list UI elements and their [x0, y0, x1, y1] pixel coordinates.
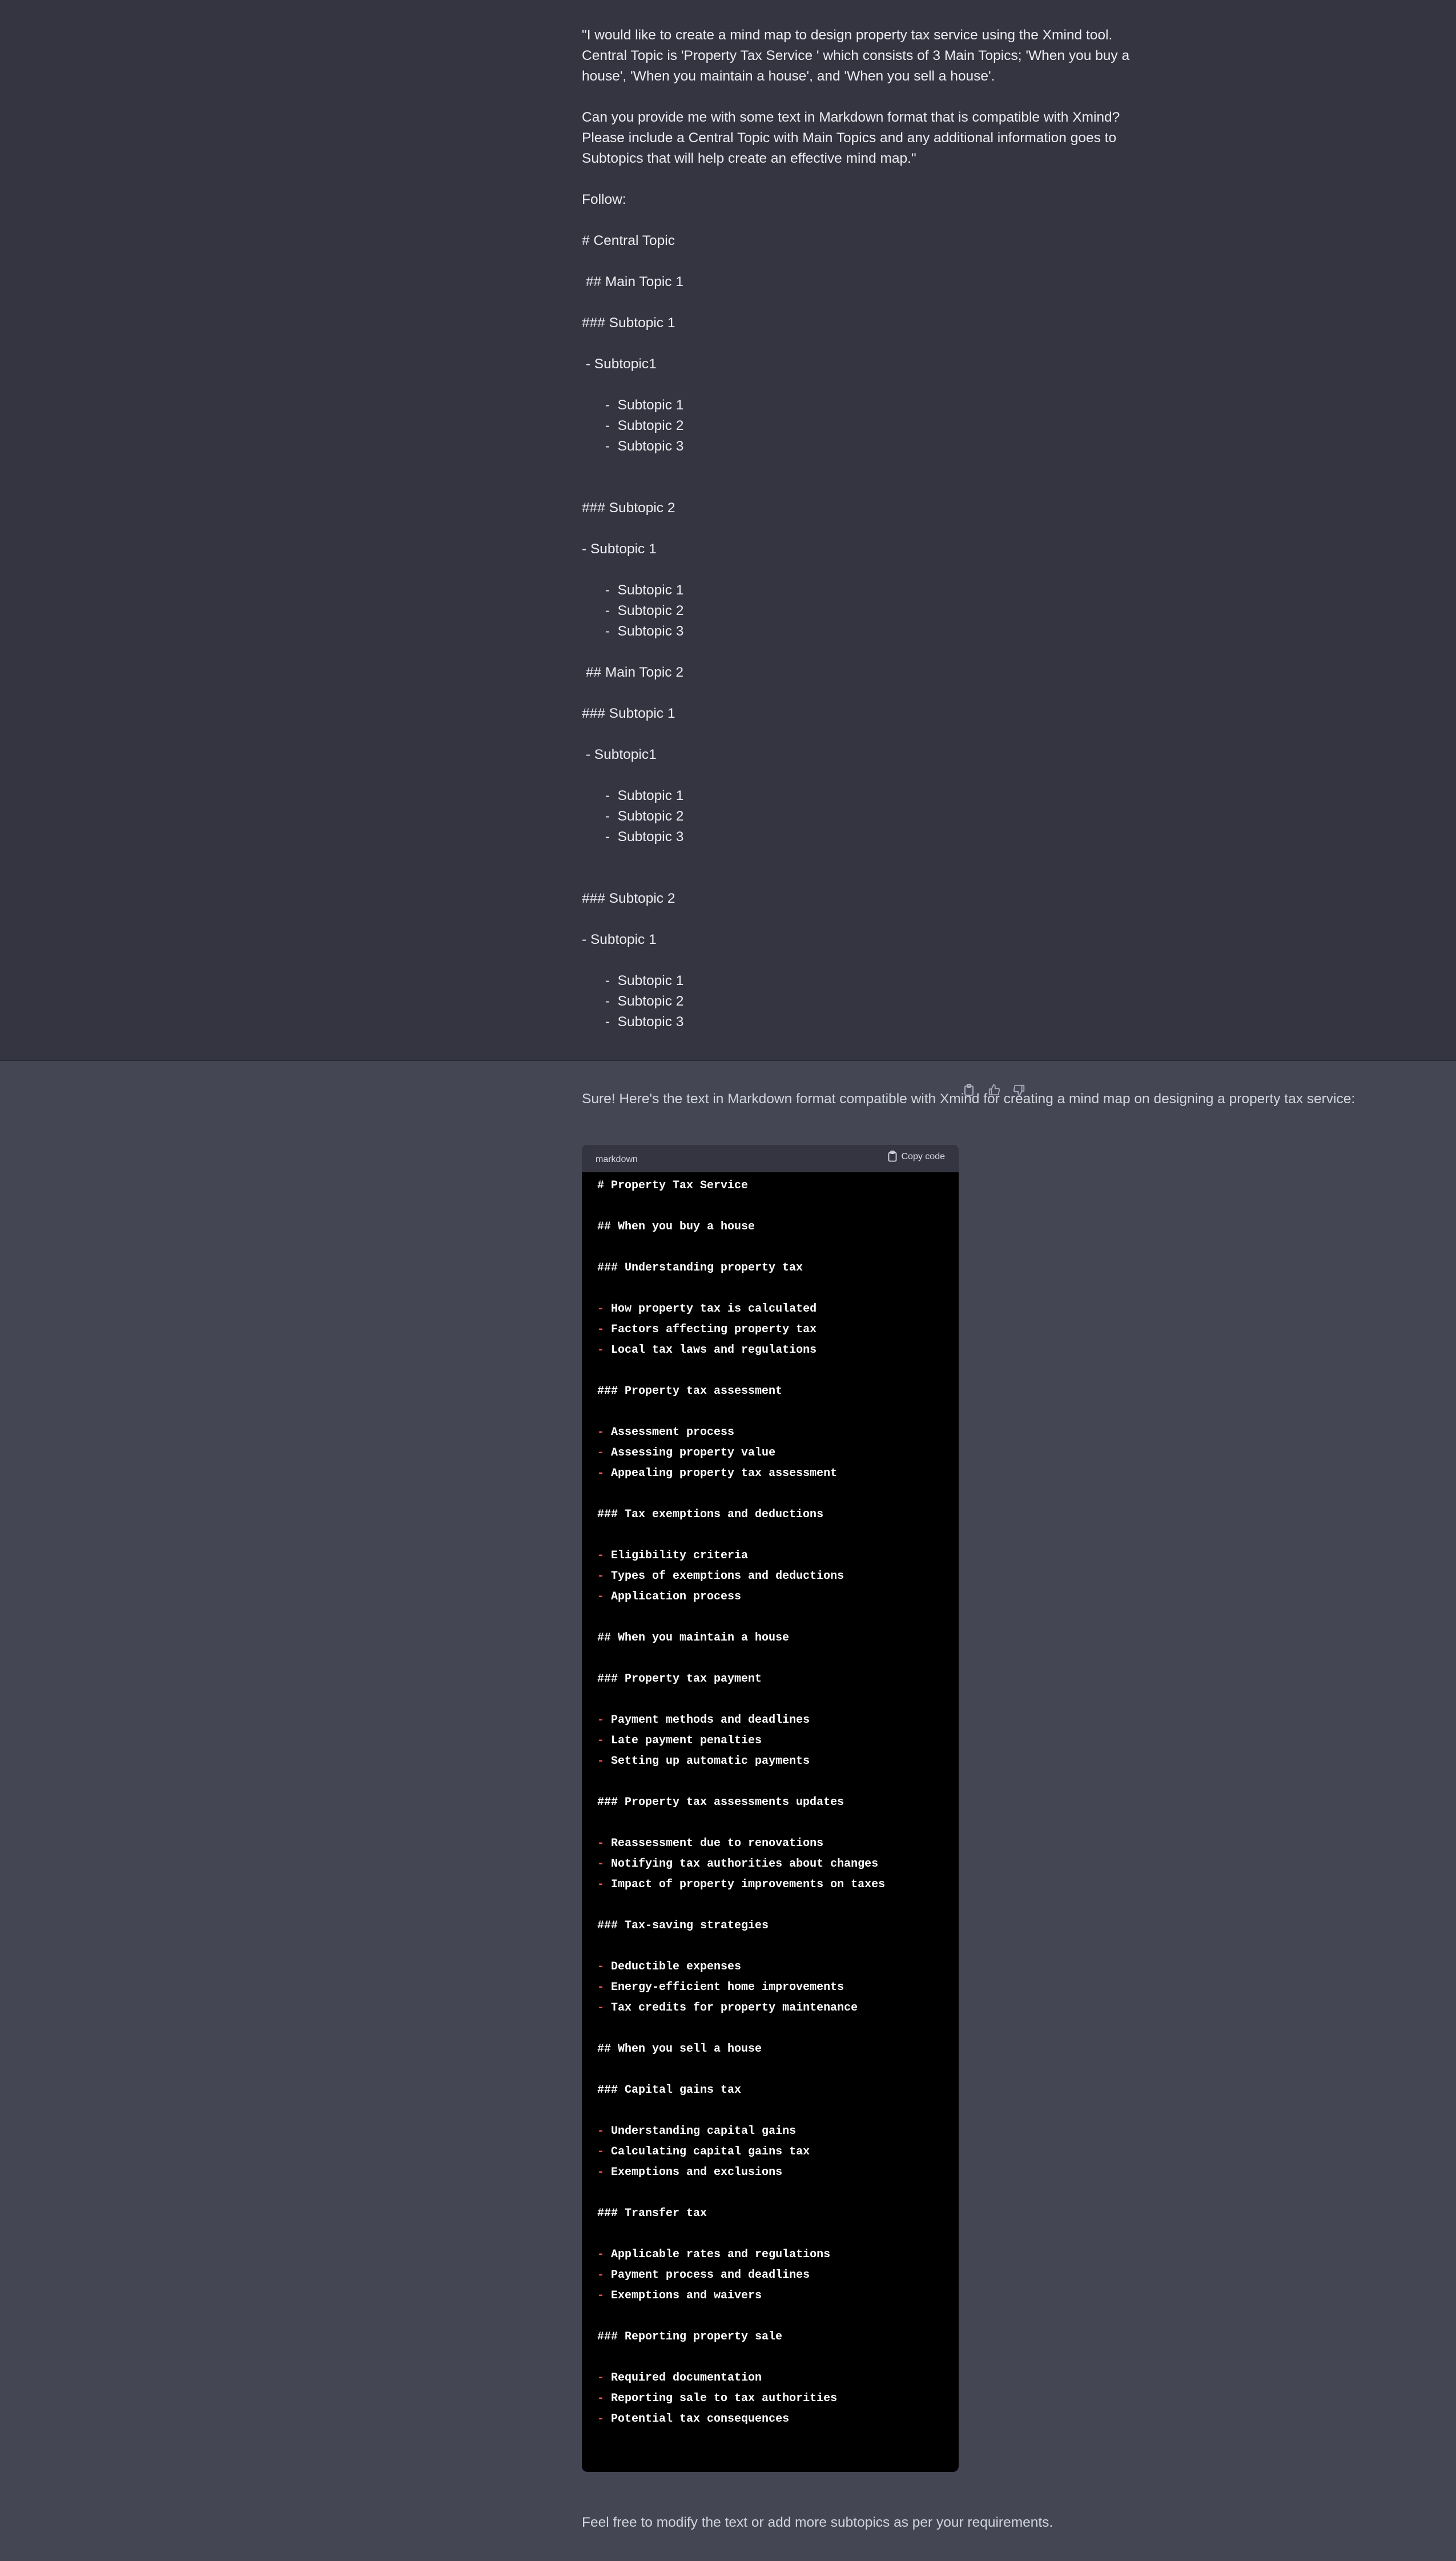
code-line: [597, 2265, 951, 2286]
code-line-text: Exemptions and waivers: [604, 2289, 762, 2302]
code-line-text: Impact of property improvements on taxes: [604, 1878, 886, 1891]
user-message-line: ### Subtopic 1: [582, 315, 675, 331]
code-line: [597, 1566, 951, 1587]
user-message-line: - Subtopic 3: [582, 829, 684, 845]
copy-message-button[interactable]: [960, 1082, 978, 1099]
code-line-text: Potential tax consequences: [604, 2413, 790, 2426]
code-line: [597, 2224, 951, 2245]
user-message-line: [582, 251, 1256, 272]
user-message-line: ### Subtopic 2: [582, 891, 675, 906]
code-line-text: Deductible expenses: [604, 1960, 742, 1973]
code-line: [597, 2306, 951, 2327]
code-line-text: Late payment penalties: [604, 1734, 762, 1747]
list-dash: -: [597, 2392, 605, 2405]
code-line: [597, 2101, 951, 2121]
user-message-line: [582, 210, 1256, 231]
thumbs-up-button[interactable]: [986, 1082, 1003, 1099]
code-line: [597, 2368, 951, 2389]
code-line-text: Payment process and deadlines: [604, 2269, 810, 2282]
code-line: ### Transfer tax: [597, 2207, 707, 2220]
user-message-line: [582, 169, 1256, 190]
user-message-line: - Subtopic 3: [582, 624, 684, 639]
code-line: [597, 2286, 951, 2306]
code-line: ## When you maintain a house: [597, 1631, 790, 1645]
code-line: [597, 1320, 951, 1340]
code-line: [597, 2121, 951, 2142]
user-message-line: [582, 950, 1256, 971]
user-message-line: [582, 87, 1256, 107]
code-line: [597, 1731, 951, 1751]
code-line: [597, 1422, 951, 1443]
code-line: [597, 1340, 951, 1361]
code-line-text: Assessing property value: [604, 1446, 776, 1460]
user-message-line: - Subtopic 1: [582, 932, 657, 947]
code-line: [597, 2162, 951, 2183]
user-message-line: - Subtopic 2: [582, 809, 684, 824]
code-line: [597, 2389, 951, 2409]
code-line: ### Property tax payment: [597, 1673, 762, 1686]
user-message-line: [582, 518, 1256, 539]
user-message-line: [582, 909, 1256, 930]
code-line: [597, 1875, 951, 1895]
code-line-text: Payment methods and deadlines: [604, 1714, 810, 1727]
code-line: [597, 1751, 951, 1772]
code-line: ## When you buy a house: [597, 1220, 755, 1233]
user-message-line: house', 'When you maintain a house', and 'When you sell a house'.: [582, 69, 995, 84]
code-line-text: How property tax is calculated: [604, 1302, 817, 1316]
code-line: [597, 2060, 951, 2080]
code-line: ## When you sell a house: [597, 2043, 762, 2056]
list-dash: -: [597, 2145, 605, 2158]
list-dash: -: [597, 2289, 605, 2302]
code-line: [597, 1690, 951, 1710]
assistant-outro-text: Feel free to modify the text or add more subtopics as per your requirements.: [582, 2515, 1053, 2530]
code-line: [597, 1998, 951, 2019]
list-dash: -: [597, 1590, 605, 1603]
user-message-line: - Subtopic 1: [582, 541, 657, 557]
code-line: [597, 1977, 951, 1998]
thumbs-up-icon: [988, 1084, 1000, 1096]
user-message-line: ## Main Topic 2: [582, 665, 683, 680]
code-line-text: Assessment process: [604, 1426, 735, 1439]
user-message-line: - Subtopic 2: [582, 994, 684, 1009]
code-line: # Property Tax Service: [597, 1179, 749, 1192]
code-block: [582, 1145, 959, 2472]
code-line: [597, 1710, 951, 1731]
code-line: [597, 1607, 951, 1628]
code-line-text: Types of exemptions and deductions: [604, 1570, 844, 1583]
user-message-line: [582, 477, 1256, 498]
list-dash: -: [597, 2166, 605, 2179]
code-line: [597, 1895, 951, 1916]
user-message-line: Follow:: [582, 192, 626, 207]
code-line: [597, 1443, 951, 1464]
user-message-line: [582, 847, 1256, 868]
list-dash: -: [597, 2413, 605, 2426]
list-dash: -: [597, 1467, 605, 1480]
code-line-text: Energy-efficient home improvements: [604, 1981, 844, 1994]
list-dash: -: [597, 1960, 605, 1973]
list-dash: -: [597, 1446, 605, 1460]
user-message-line: - Subtopic 2: [582, 603, 684, 618]
user-message-line: - Subtopic 1: [582, 788, 684, 803]
clipboard-icon: [888, 1151, 897, 1162]
code-line-text: Calculating capital gains tax: [604, 2145, 810, 2158]
code-line-text: Notifying tax authorities about changes: [604, 1858, 879, 1871]
user-message-line: Can you provide me with some text in Markdown format that is compatible with Xmind?: [582, 110, 1120, 125]
code-line-text: Reporting sale to tax authorities: [604, 2392, 838, 2405]
user-message: [0, 0, 1456, 1060]
user-message-line: [582, 683, 1256, 703]
code-line: [597, 1936, 951, 1957]
list-dash: -: [597, 1714, 605, 1727]
user-message-line: [582, 724, 1256, 745]
clipboard-icon: [963, 1084, 975, 1096]
code-line: [597, 1279, 951, 1299]
code-line: ### Reporting property sale: [597, 2330, 783, 2343]
code-line: [597, 2347, 951, 2368]
list-dash: -: [597, 1302, 605, 1316]
code-line: [597, 2409, 951, 2430]
code-line-text: Local tax laws and regulations: [604, 1344, 817, 1357]
code-line: [597, 1587, 951, 1607]
user-message-line: [582, 292, 1256, 313]
user-message-line: [582, 457, 1256, 477]
user-message-line: Please include a Central Topic with Main Topics and any additional information goes to: [582, 130, 1117, 146]
list-dash: -: [597, 2001, 605, 2015]
user-message-line: [582, 868, 1256, 888]
list-dash: -: [597, 2125, 605, 2138]
code-line: [597, 2183, 951, 2204]
code-line-text: Eligibility criteria: [604, 1549, 749, 1562]
code-line: ### Understanding property tax: [597, 1261, 803, 1275]
list-dash: -: [597, 1981, 605, 1994]
list-dash: -: [597, 1734, 605, 1747]
user-message-line: [582, 333, 1256, 354]
user-message-line: [582, 642, 1256, 662]
code-line-text: Required documentation: [604, 2371, 762, 2385]
code-line: ### Capital gains tax: [597, 2084, 742, 2097]
list-dash: -: [597, 1837, 605, 1850]
user-message-line: ## Main Topic 1: [582, 274, 683, 290]
assistant-intro-text: Sure! Here's the text in Markdown format compatible with Xmind for creating a mind map on designing a property tax service:: [582, 1091, 1356, 1107]
code-line: [597, 1196, 951, 1217]
code-line: [597, 1546, 951, 1566]
user-message-line: [582, 560, 1256, 580]
list-dash: -: [597, 1323, 605, 1336]
list-dash: -: [597, 1878, 605, 1891]
code-line-text: Application process: [604, 1590, 742, 1603]
code-line: [597, 1772, 951, 1792]
code-line-text: Factors affecting property tax: [604, 1323, 817, 1336]
code-line: [597, 1361, 951, 1381]
code-line: [597, 1237, 951, 1258]
user-message-line: Central Topic is 'Property Tax Service ' which consists of 3 Main Topics; 'When you buy a: [582, 48, 1130, 63]
code-line-text: Setting up automatic payments: [604, 1755, 810, 1768]
user-message-line: ### Subtopic 2: [582, 500, 675, 516]
list-dash: -: [597, 1549, 605, 1562]
code-line: [597, 1525, 951, 1546]
copy-code-button[interactable]: [888, 1151, 946, 1162]
code-line-text: Understanding capital gains: [604, 2125, 797, 2138]
user-message-line: - Subtopic1: [582, 747, 657, 762]
code-block-header: [582, 1145, 959, 1172]
code-line-text: Applicable rates and regulations: [604, 2248, 831, 2261]
list-dash: -: [597, 2269, 605, 2282]
code-line: [597, 1484, 951, 1505]
thumbs-down-button[interactable]: [1011, 1082, 1028, 1099]
user-message-line: - Subtopic 3: [582, 1014, 684, 1030]
code-line-text: Exemptions and exclusions: [604, 2166, 783, 2179]
code-line-text: Reassessment due to renovations: [604, 1837, 824, 1850]
list-dash: -: [597, 1858, 605, 1871]
thumbs-down-icon: [1013, 1084, 1025, 1096]
user-message-line: Subtopics that will help create an effective mind map.": [582, 151, 916, 166]
code-line: [597, 1813, 951, 1834]
code-line: [597, 2142, 951, 2162]
user-message-line: - Subtopic 1: [582, 397, 684, 413]
user-message-line: [582, 765, 1256, 786]
user-message-line: [582, 375, 1256, 395]
code-line: [597, 2245, 951, 2265]
list-dash: -: [597, 1344, 605, 1357]
list-dash: -: [597, 1426, 605, 1439]
user-message-line: - Subtopic 1: [582, 582, 684, 598]
code-line: ### Property tax assessments updates: [597, 1796, 844, 1809]
code-line: [597, 1834, 951, 1854]
list-dash: -: [597, 1755, 605, 1768]
code-line: [597, 1402, 951, 1422]
code-line-text: Tax credits for property maintenance: [604, 2001, 858, 2015]
user-message-text: [582, 25, 1256, 1032]
message-actions: [960, 1082, 1028, 1099]
list-dash: -: [597, 1570, 605, 1583]
code-content: [597, 1176, 951, 2430]
code-line: ### Tax exemptions and deductions: [597, 1508, 824, 1521]
copy-code-label: Copy code: [901, 1152, 945, 1161]
list-dash: -: [597, 2248, 605, 2261]
user-message-line: - Subtopic 2: [582, 418, 684, 433]
code-line: [597, 1957, 951, 1977]
code-line: ### Tax-saving strategies: [597, 1919, 769, 1932]
code-line: [597, 1649, 951, 1669]
user-message-line: - Subtopic1: [582, 356, 657, 372]
code-language-label: markdown: [596, 1155, 638, 1164]
code-line: [597, 1299, 951, 1320]
list-dash: -: [597, 2371, 605, 2385]
user-message-line: - Subtopic 3: [582, 439, 684, 454]
code-line: [597, 1464, 951, 1484]
code-line: ### Property tax assessment: [597, 1385, 783, 1398]
user-message-line: "I would like to create a mind map to design property tax service using the Xmind tool.: [582, 27, 1113, 43]
code-line: [597, 2019, 951, 2039]
code-line-text: Appealing property tax assessment: [604, 1467, 838, 1480]
user-message-line: # Central Topic: [582, 233, 675, 248]
code-line: [597, 1854, 951, 1875]
user-message-line: - Subtopic 1: [582, 973, 684, 988]
user-message-line: ### Subtopic 1: [582, 706, 675, 721]
